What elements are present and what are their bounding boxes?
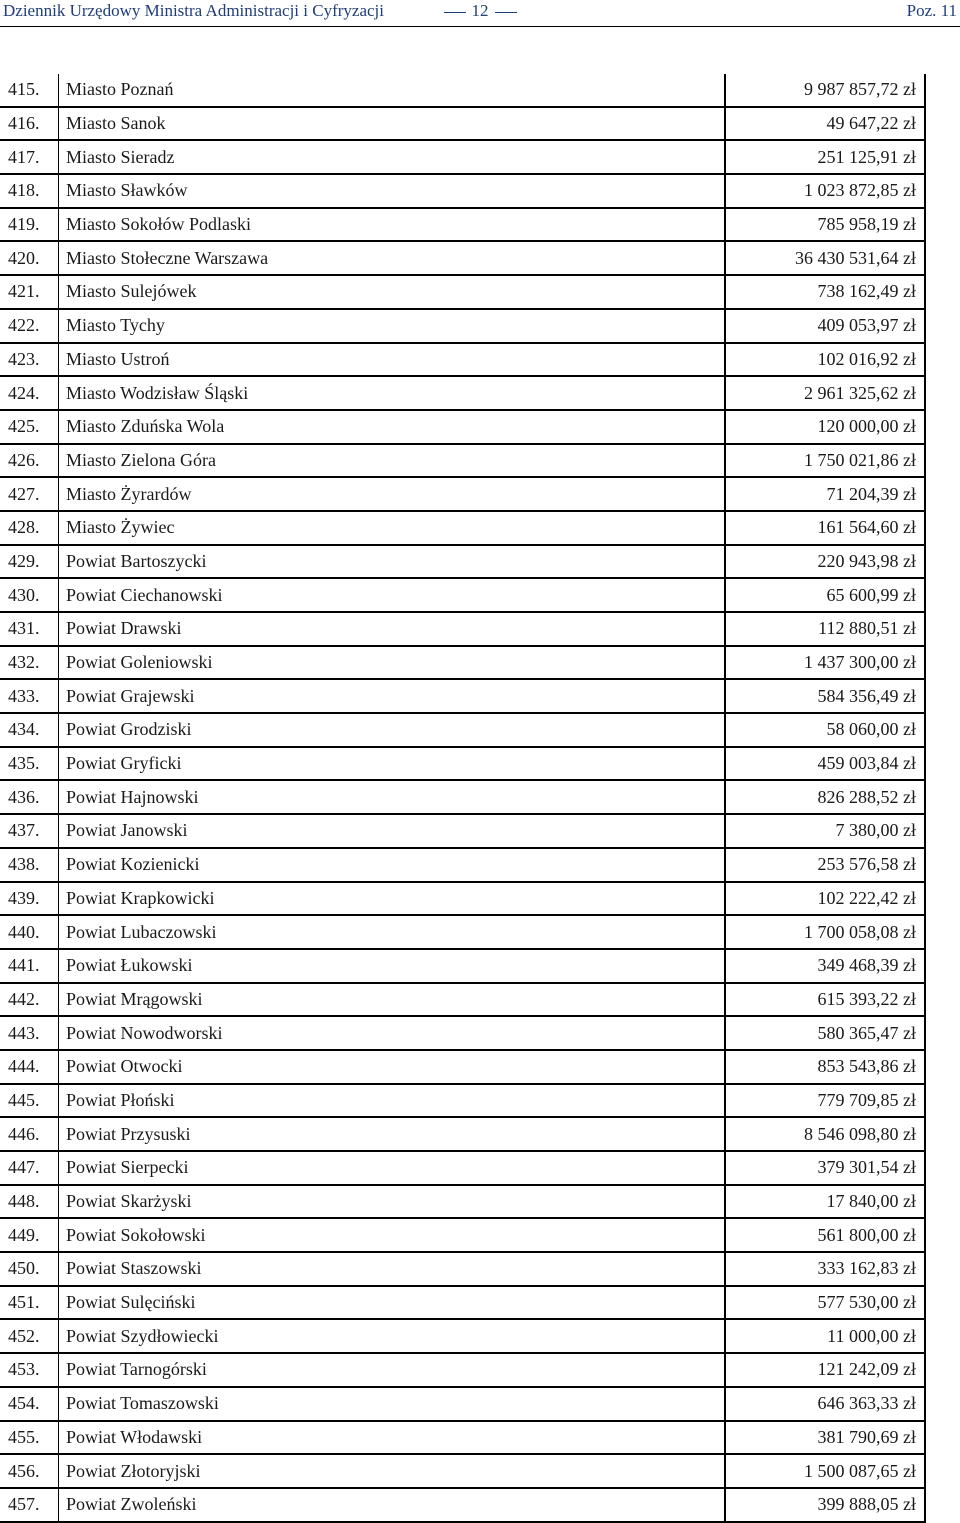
row-number: 440. — [0, 915, 59, 949]
row-number: 438. — [0, 848, 59, 882]
table-row — [0, 376, 925, 410]
row-name: Powiat Kozienicki — [59, 848, 726, 882]
row-number: 422. — [0, 309, 59, 343]
page-number — [0, 0, 960, 22]
table-row — [0, 1421, 925, 1455]
row-number: 444. — [0, 1050, 59, 1084]
row-amount: 1 023 872,85 zł — [725, 174, 925, 208]
row-name: Powiat Sokołowski — [59, 1218, 726, 1252]
row-name: Miasto Zielona Góra — [59, 444, 726, 478]
row-name: Miasto Poznań — [59, 74, 726, 107]
allocation-table — [0, 74, 926, 1523]
row-name: Powiat Grajewski — [59, 679, 726, 713]
row-name: Powiat Staszowski — [59, 1252, 726, 1286]
row-number: 449. — [0, 1218, 59, 1252]
row-number: 419. — [0, 208, 59, 242]
row-amount: 738 162,49 zł — [725, 275, 925, 309]
row-amount: 102 016,92 zł — [725, 343, 925, 377]
row-number: 426. — [0, 444, 59, 478]
row-amount: 785 958,19 zł — [725, 208, 925, 242]
row-amount: 561 800,00 zł — [725, 1218, 925, 1252]
row-name: Powiat Nowodworski — [59, 1016, 726, 1050]
table-row — [0, 343, 925, 377]
row-amount: 161 564,60 zł — [725, 511, 925, 545]
row-amount: 399 888,05 zł — [725, 1488, 925, 1522]
table-row — [0, 1252, 925, 1286]
row-number: 455. — [0, 1421, 59, 1455]
table-row — [0, 174, 925, 208]
row-amount: 381 790,69 zł — [725, 1421, 925, 1455]
row-number: 425. — [0, 410, 59, 444]
table-row — [0, 848, 925, 882]
row-amount: 2 961 325,62 zł — [725, 376, 925, 410]
row-number: 441. — [0, 949, 59, 983]
table-row — [0, 915, 925, 949]
row-name: Miasto Tychy — [59, 309, 726, 343]
row-amount: 459 003,84 zł — [725, 747, 925, 781]
row-number: 448. — [0, 1185, 59, 1219]
row-name: Powiat Grodziski — [59, 713, 726, 747]
row-amount: 853 543,86 zł — [725, 1050, 925, 1084]
dash-left — [444, 12, 466, 13]
position-label: Poz. 11 — [906, 1, 957, 20]
row-amount: 253 576,58 zł — [725, 848, 925, 882]
table-row — [0, 612, 925, 646]
row-name: Miasto Wodzisław Śląski — [59, 376, 726, 410]
row-amount: 58 060,00 zł — [725, 713, 925, 747]
row-name: Miasto Sławków — [59, 174, 726, 208]
row-name: Powiat Szydłowiecki — [59, 1319, 726, 1353]
row-number: 416. — [0, 107, 59, 141]
table-row — [0, 983, 925, 1017]
row-number: 450. — [0, 1252, 59, 1286]
page-number-value: 12 — [471, 1, 489, 20]
row-number: 420. — [0, 241, 59, 275]
row-amount: 1 750 021,86 zł — [725, 444, 925, 478]
table-row — [0, 1117, 925, 1151]
row-number: 437. — [0, 814, 59, 848]
row-name: Miasto Sulejówek — [59, 275, 726, 309]
row-name: Miasto Stołeczne Warszawa — [59, 241, 726, 275]
row-number: 439. — [0, 882, 59, 916]
row-number: 453. — [0, 1353, 59, 1387]
row-number: 434. — [0, 713, 59, 747]
table-row — [0, 1387, 925, 1421]
row-number: 433. — [0, 679, 59, 713]
table-body — [0, 74, 925, 1522]
table-row — [0, 1151, 925, 1185]
row-name: Powiat Sierpecki — [59, 1151, 726, 1185]
table-row — [0, 275, 925, 309]
table-row — [0, 814, 925, 848]
table-row — [0, 1050, 925, 1084]
table-row — [0, 511, 925, 545]
row-name: Powiat Włodawski — [59, 1421, 726, 1455]
row-name: Powiat Goleniowski — [59, 646, 726, 680]
row-name: Powiat Drawski — [59, 612, 726, 646]
row-name: Powiat Płoński — [59, 1084, 726, 1118]
dash-right — [495, 12, 517, 13]
row-amount: 1 437 300,00 zł — [725, 646, 925, 680]
table-row — [0, 241, 925, 275]
table-row — [0, 1454, 925, 1488]
table-row — [0, 410, 925, 444]
row-number: 423. — [0, 343, 59, 377]
table-row — [0, 74, 925, 107]
table-row — [0, 1488, 925, 1522]
row-number: 424. — [0, 376, 59, 410]
row-amount: 65 600,99 zł — [725, 578, 925, 612]
row-number: 436. — [0, 780, 59, 814]
row-number: 418. — [0, 174, 59, 208]
row-name: Powiat Hajnowski — [59, 780, 726, 814]
row-amount: 646 363,33 zł — [725, 1387, 925, 1421]
row-amount: 379 301,54 zł — [725, 1151, 925, 1185]
page-header — [0, 0, 960, 27]
row-name: Powiat Złotoryjski — [59, 1454, 726, 1488]
row-number: 427. — [0, 477, 59, 511]
row-name: Powiat Sulęciński — [59, 1286, 726, 1320]
table-row — [0, 477, 925, 511]
row-number: 446. — [0, 1117, 59, 1151]
row-amount: 102 222,42 zł — [725, 882, 925, 916]
row-name: Miasto Żywiec — [59, 511, 726, 545]
table-row — [0, 882, 925, 916]
row-amount: 826 288,52 zł — [725, 780, 925, 814]
table-row — [0, 1286, 925, 1320]
table-row — [0, 747, 925, 781]
row-number: 428. — [0, 511, 59, 545]
row-amount: 580 365,47 zł — [725, 1016, 925, 1050]
row-name: Miasto Żyrardów — [59, 477, 726, 511]
row-amount: 349 468,39 zł — [725, 949, 925, 983]
row-number: 442. — [0, 983, 59, 1017]
row-number: 432. — [0, 646, 59, 680]
table-row — [0, 140, 925, 174]
row-name: Miasto Zduńska Wola — [59, 410, 726, 444]
row-amount: 9 987 857,72 zł — [725, 74, 925, 107]
row-name: Powiat Mrągowski — [59, 983, 726, 1017]
table-row — [0, 1084, 925, 1118]
row-amount: 584 356,49 zł — [725, 679, 925, 713]
table-row — [0, 1353, 925, 1387]
row-name: Miasto Ustroń — [59, 343, 726, 377]
table-row — [0, 679, 925, 713]
row-name: Miasto Sanok — [59, 107, 726, 141]
row-amount: 36 430 531,64 zł — [725, 241, 925, 275]
table-row — [0, 713, 925, 747]
row-amount: 409 053,97 zł — [725, 309, 925, 343]
row-amount: 8 546 098,80 zł — [725, 1117, 925, 1151]
row-name: Powiat Tarnogórski — [59, 1353, 726, 1387]
row-name: Powiat Zwoleński — [59, 1488, 726, 1522]
table-row — [0, 1218, 925, 1252]
row-amount: 49 647,22 zł — [725, 107, 925, 141]
row-number: 457. — [0, 1488, 59, 1522]
row-number: 452. — [0, 1319, 59, 1353]
table-row — [0, 444, 925, 478]
row-amount: 112 880,51 zł — [725, 612, 925, 646]
table-row — [0, 1016, 925, 1050]
row-number: 451. — [0, 1286, 59, 1320]
row-amount: 779 709,85 zł — [725, 1084, 925, 1118]
row-name: Powiat Lubaczowski — [59, 915, 726, 949]
row-name: Miasto Sokołów Podlaski — [59, 208, 726, 242]
row-number: 415. — [0, 74, 59, 107]
table-row — [0, 309, 925, 343]
row-number: 421. — [0, 275, 59, 309]
row-name: Powiat Otwocki — [59, 1050, 726, 1084]
row-name: Miasto Sieradz — [59, 140, 726, 174]
row-name: Powiat Janowski — [59, 814, 726, 848]
row-number: 445. — [0, 1084, 59, 1118]
row-amount: 333 162,83 zł — [725, 1252, 925, 1286]
row-number: 429. — [0, 545, 59, 579]
row-amount: 17 840,00 zł — [725, 1185, 925, 1219]
row-number: 417. — [0, 140, 59, 174]
row-amount: 7 380,00 zł — [725, 814, 925, 848]
row-name: Powiat Krapkowicki — [59, 882, 726, 916]
row-number: 456. — [0, 1454, 59, 1488]
row-number: 447. — [0, 1151, 59, 1185]
row-name: Powiat Łukowski — [59, 949, 726, 983]
table-row — [0, 578, 925, 612]
table-row — [0, 646, 925, 680]
row-name: Powiat Gryficki — [59, 747, 726, 781]
table-row — [0, 949, 925, 983]
row-amount: 615 393,22 zł — [725, 983, 925, 1017]
row-number: 431. — [0, 612, 59, 646]
row-name: Powiat Przysuski — [59, 1117, 726, 1151]
journal-title: Dziennik Urzędowy Ministra Administracji i Cyfryzacji — [3, 1, 384, 20]
table-row — [0, 1185, 925, 1219]
row-name: Powiat Bartoszycki — [59, 545, 726, 579]
row-amount: 121 242,09 zł — [725, 1353, 925, 1387]
row-amount: 11 000,00 zł — [725, 1319, 925, 1353]
table-row — [0, 1319, 925, 1353]
row-number: 430. — [0, 578, 59, 612]
row-amount: 120 000,00 zł — [725, 410, 925, 444]
row-name: Powiat Skarżyski — [59, 1185, 726, 1219]
row-amount: 1 500 087,65 zł — [725, 1454, 925, 1488]
table-row — [0, 780, 925, 814]
row-amount: 577 530,00 zł — [725, 1286, 925, 1320]
row-name: Powiat Tomaszowski — [59, 1387, 726, 1421]
table-row — [0, 107, 925, 141]
row-amount: 220 943,98 zł — [725, 545, 925, 579]
row-amount: 251 125,91 zł — [725, 140, 925, 174]
row-amount: 71 204,39 zł — [725, 477, 925, 511]
row-amount: 1 700 058,08 zł — [725, 915, 925, 949]
row-number: 435. — [0, 747, 59, 781]
row-name: Powiat Ciechanowski — [59, 578, 726, 612]
table-row — [0, 208, 925, 242]
row-number: 454. — [0, 1387, 59, 1421]
table-row — [0, 545, 925, 579]
row-number: 443. — [0, 1016, 59, 1050]
